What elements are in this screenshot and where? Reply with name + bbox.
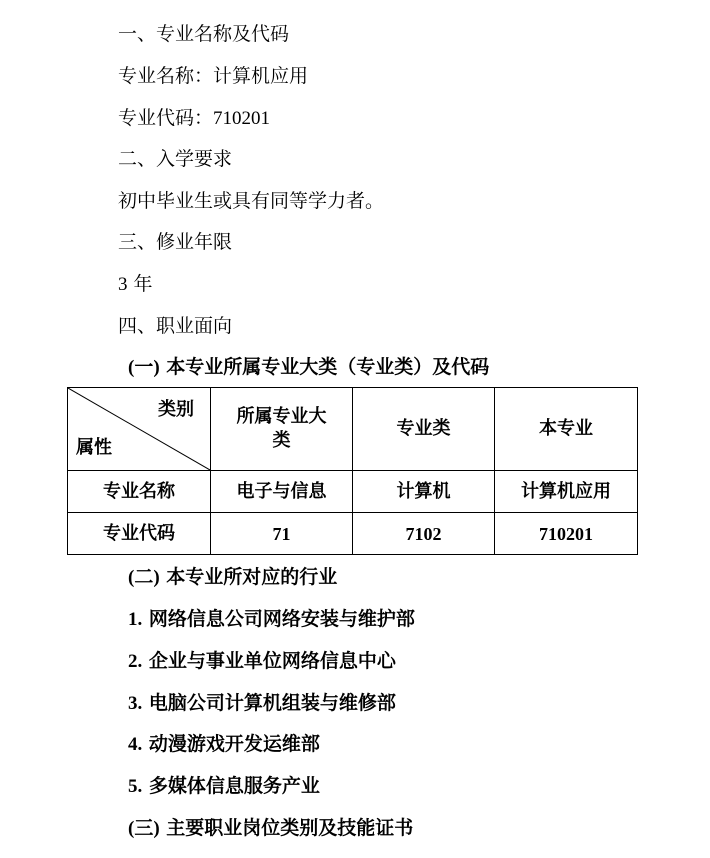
table-corner-cell [68,388,211,471]
list-item-number: 1. [128,609,143,630]
list-item-text: 动漫游戏开发运维部 [148,733,320,755]
list-item-text: 电脑公司计算机组装与维修部 [148,692,396,714]
section-heading-name-code: 一、专业名称及代码 [118,23,290,45]
list-item-number: 4. [128,734,143,755]
table-row [68,471,638,513]
section-heading-career: 四、职业面向 [118,315,233,337]
subsection-heading-jobs [128,815,413,842]
admission-text: 初中毕业生或具有同等学力者。 [118,190,385,212]
table-row [68,513,638,555]
subsection-title: 本专业所属专业大类（专业类）及代码 [166,356,490,378]
list-item-number: 2. [128,651,143,672]
list-item [128,648,396,675]
corner-label-attribute: 属性 [76,437,112,458]
list-item [128,773,320,800]
section-heading-duration: 三、修业年限 [118,231,233,253]
subsection-prefix: (三) [128,818,160,839]
list-item-text: 企业与事业单位网络信息中心 [148,650,396,672]
category-table [67,387,638,555]
major-code-value: 710201 [213,108,271,129]
duration-number: 3 [118,274,128,295]
subsection-title: 主要职业岗位类别及技能证书 [166,817,414,839]
list-item-number: 3. [128,693,143,714]
table-cell: 71 [211,513,353,555]
table-cell: 计算机应用 [495,471,638,513]
table-header-cell: 本专业 [495,388,638,471]
major-code-label: 专业代码： [118,107,214,129]
table-header-cell: 所属专业大 类 [211,388,353,471]
major-name: 专业名称：计算机应用 [118,65,309,87]
subsection-title: 本专业所对应的行业 [166,566,338,588]
table-row [68,388,638,471]
section-heading-admission: 二、入学要求 [118,148,233,170]
subsection-heading-industry [128,564,337,591]
table-row-label: 专业名称 [68,471,211,513]
list-item-text: 多媒体信息服务产业 [148,775,320,797]
major-code [118,105,270,132]
subsection-heading-category [128,354,489,381]
list-item [128,606,415,633]
list-item [128,690,396,717]
subsection-prefix: (一) [128,357,160,378]
table-cell: 电子与信息 [211,471,353,513]
list-item [128,731,320,758]
corner-label-category: 类别 [158,399,194,420]
duration-text [118,271,153,298]
table-cell: 710201 [495,513,638,555]
list-item-text: 网络信息公司网络安装与维护部 [148,608,415,630]
table-header-cell: 专业类 [353,388,495,471]
list-item-number: 5. [128,776,143,797]
table-cell: 计算机 [353,471,495,513]
table-row-label: 专业代码 [68,513,211,555]
duration-unit: 年 [133,273,153,295]
subsection-prefix: (二) [128,567,160,588]
table-cell: 7102 [353,513,495,555]
